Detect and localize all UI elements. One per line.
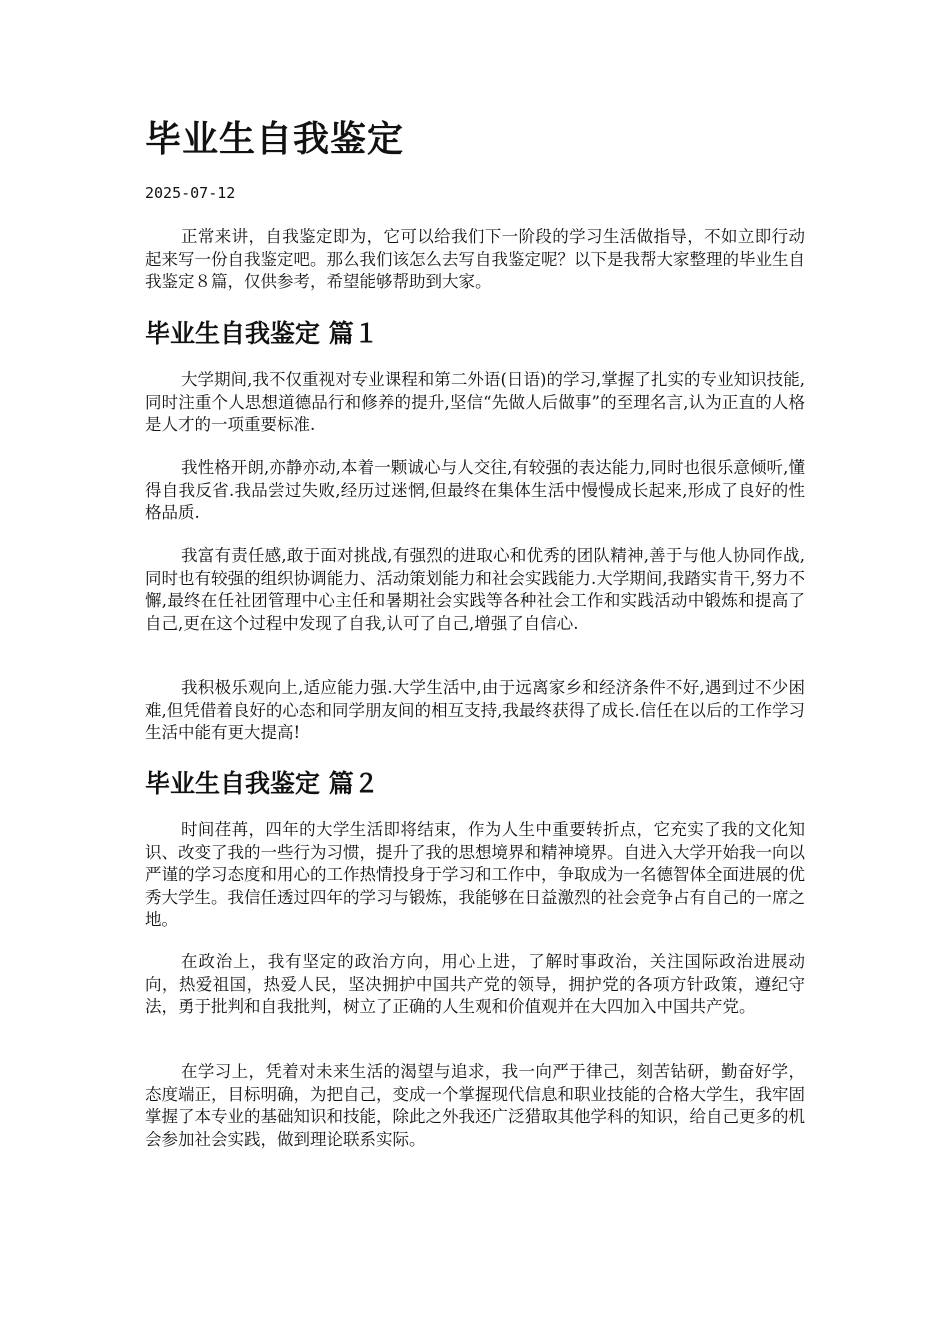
- document-date: 2025-07-12: [145, 184, 236, 202]
- section-2-paragraph-2: 在政治上，我有坚定的政治方向，用心上进，了解时事政治，关注国际政治进展动向，热爱祖国，热爱人民，坚决拥护中国共产党的领导，拥护党的各项方针政策，遵纪守法，勇于批判和自我批判，树立了正确的人生观和价值观并在大四加入中国共产党。: [145, 952, 805, 1016]
- section-2-paragraph-3: 在学习上，凭着对未来生活的渴望与追求，我一向严于律己，刻苦钻研，勤奋好学，态度端正，目标明确，为把自己，变成一个掌握现代信息和职业技能的合格大学生，我牢固掌握了本专业的基础知识和技能，除此之外我还广泛猎取其他学科的知识，给自己更多的机会参加社会实践，做到理论联系实际。: [145, 1062, 805, 1149]
- section-heading-1: 毕业生自我鉴定 篇１: [145, 319, 379, 348]
- intro-paragraph: 正常来讲，自我鉴定即为，它可以给我们下一阶段的学习生活做指导，不如立即行动起来写一份自我鉴定吧。那么我们该怎么去写自我鉴定呢？以下是我帮大家整理的毕业生自我鉴定８篇，仅供参考，希望能够帮助到大家。: [145, 227, 805, 291]
- document-title: 毕业生自我鉴定: [145, 118, 405, 160]
- section-1-paragraph-2: 我性格开朗,亦静亦动,本着一颗诚心与人交往,有较强的表达能力,同时也很乐意倾听,懂得自我反省.我品尝过失败,经历过迷惘,但最终在集体生活中慢慢成长起来,形成了良好的性格品质.: [145, 458, 805, 522]
- section-heading-2: 毕业生自我鉴定 篇２: [145, 769, 379, 798]
- section-1-paragraph-3: 我富有责任感,敢于面对挑战,有强烈的进取心和优秀的团队精神,善于与他人协同作战,同时也有较强的组织协调能力、活动策划能力和社会实践能力.大学期间,我踏实肯干,努力不懈,最终在任社团管理中心主任和暑期社会实践等各种社会工作和实践活动中锻炼和提高了自己,更在这个过程中发现了自我,认可了自己,增强了自信心.: [145, 546, 805, 633]
- section-1-paragraph-4: 我积极乐观向上,适应能力强.大学生活中,由于远离家乡和经济条件不好,遇到过不少困难,但凭借着良好的心态和同学朋友间的相互支持,我最终获得了成长.信任在以后的工作学习生活中能有更大提高!: [145, 678, 805, 742]
- section-1-paragraph-1: 大学期间,我不仅重视对专业课程和第二外语(日语)的学习,掌握了扎实的专业知识技能,同时注重个人思想道德品行和修养的提升,坚信“先做人后做事”的至理名言,认为正直的人格是人才的一项重要标准.: [145, 370, 805, 434]
- section-2-paragraph-1: 时间荏苒，四年的大学生活即将结束，作为人生中重要转折点，它充实了我的文化知识、改变了我的一些行为习惯，提升了我的思想境界和精神境界。自进入大学开始我一向以严谨的学习态度和用心的工作热情投身于学习和工作中，争取成为一名德智体全面进展的优秀大学生。我信任透过四年的学习与锻炼，我能够在日益激烈的社会竞争占有自己的一席之地。: [145, 820, 805, 929]
